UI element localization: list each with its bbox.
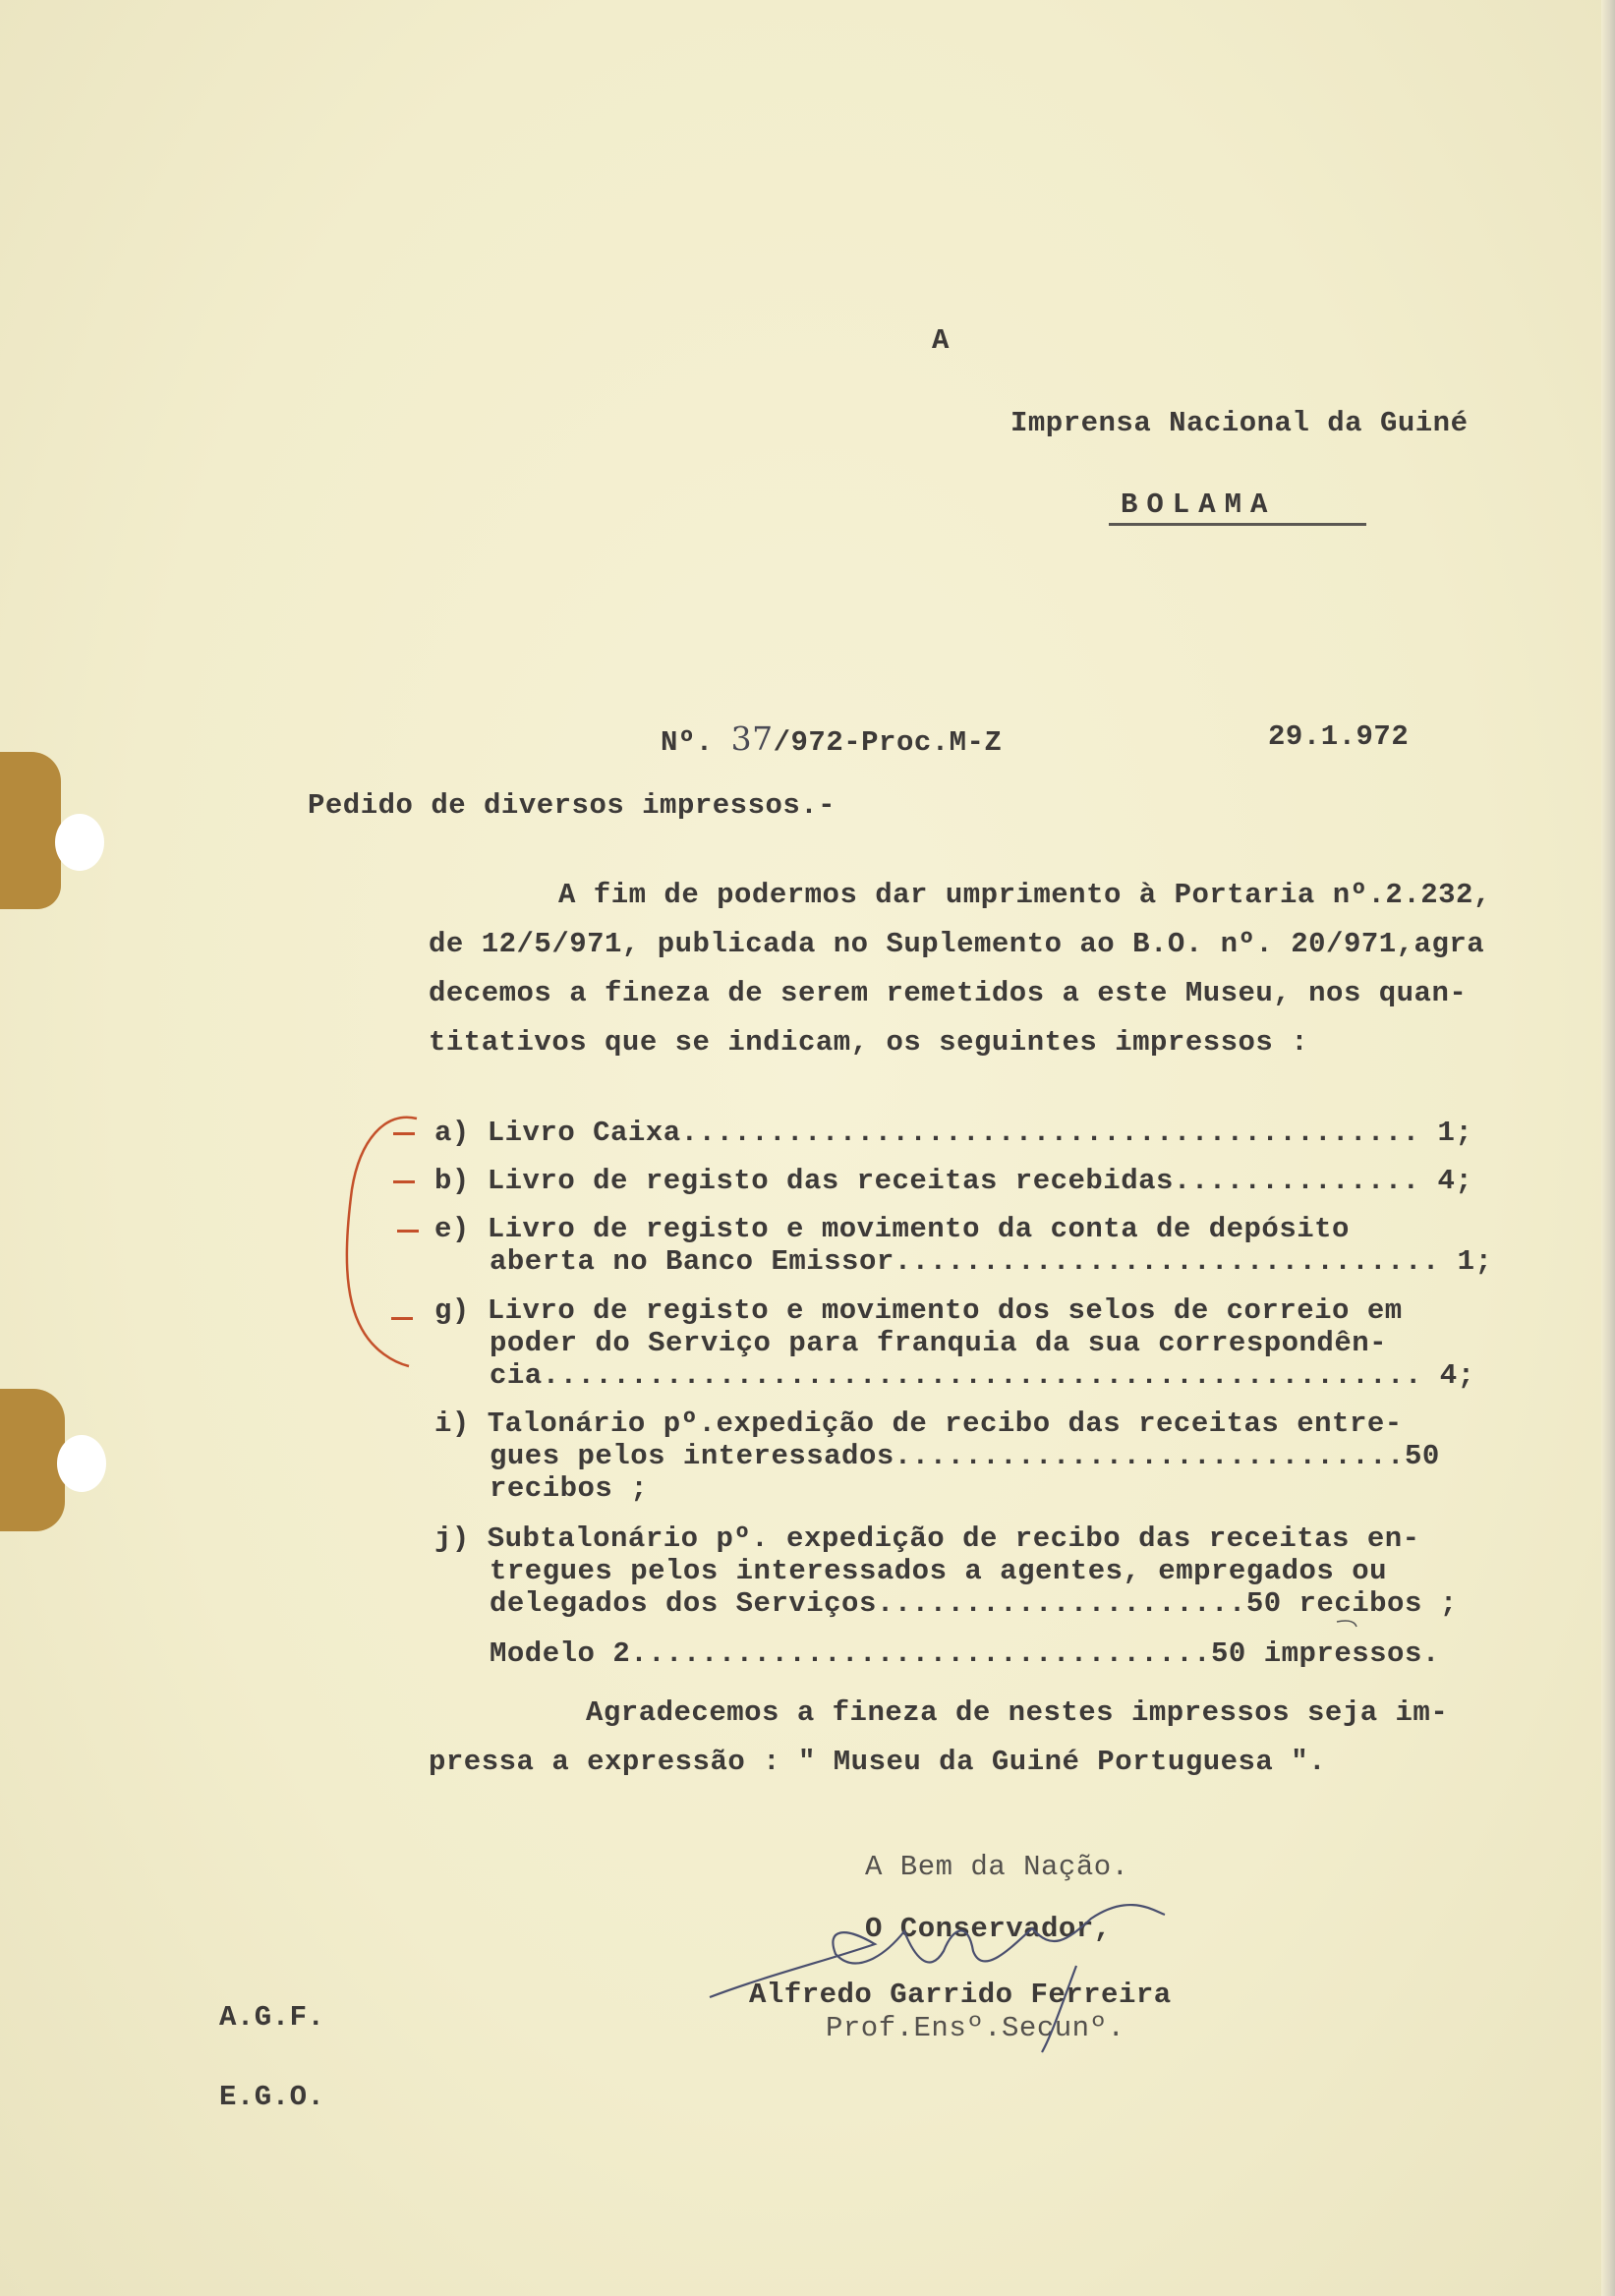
initials-typist: E.G.O.: [219, 2081, 325, 2113]
item-line: b) Livro de registo das receitas recebidas.............. 4;: [434, 1165, 1473, 1197]
red-pencil-bracket: [347, 1118, 417, 1366]
item-line: poder do Serviço para franquia da sua correspondên-: [490, 1327, 1388, 1359]
initials-author: A.G.F.: [219, 2001, 325, 2034]
item-line: Modelo 2.................................50 impressos.: [490, 1637, 1440, 1670]
reference-prefix: Nº.: [661, 726, 714, 759]
handwritten-mark-tick: [1337, 1621, 1356, 1627]
item-line: tregues pelos interessados a agentes, empregados ou: [490, 1555, 1388, 1587]
item-line: i) Talonário pº.expedição de recibo das receitas entre-: [434, 1407, 1403, 1440]
item-line: gues pelos interessados.............................50: [490, 1440, 1440, 1472]
body-line: decemos a fineza de serem remetidos a este Museu, nos quan-: [429, 977, 1468, 1009]
item-line: delegados dos Serviços.....................50 recibos ;: [490, 1587, 1458, 1620]
recipient-prefix: A: [932, 324, 950, 357]
reference-suffix: /972-Proc.M-Z: [773, 726, 1003, 759]
item-line: e) Livro de registo e movimento da conta de depósito: [434, 1213, 1350, 1245]
body-line: de 12/5/971, publicada no Suplemento ao B.O. nº. 20/971,agra: [429, 928, 1485, 960]
subject-line: Pedido de diversos impressos.-: [308, 789, 836, 822]
recipient-organization: Imprensa Nacional da Guiné: [1010, 407, 1469, 439]
body-line: A fim de podermos dar umprimento à Portaria nº.2.232,: [558, 879, 1491, 911]
recipient-city: BOLAMA: [1121, 488, 1277, 521]
thanks-line: Agradecemos a fineza de nestes impressos seja im-: [586, 1696, 1449, 1729]
handwritten-signature: [710, 1905, 1165, 2052]
item-line: recibos ;: [490, 1472, 649, 1505]
thanks-line: pressa a expressão : " Museu da Guiné Portuguesa ".: [429, 1746, 1327, 1778]
signer-role: O Conservador,: [865, 1913, 1112, 1945]
document-date: 29.1.972: [1268, 720, 1410, 753]
signer-name: Alfredo Garrido Ferreira: [749, 1979, 1172, 2011]
item-line: j) Subtalonário pº. expedição de recibo das receitas en-: [434, 1522, 1420, 1555]
item-line: aberta no Banco Emissor............................... 1;: [490, 1245, 1493, 1278]
body-line: titativos que se indicam, os seguintes impressos :: [429, 1026, 1309, 1059]
item-line: g) Livro de registo e movimento dos selos de correio em: [434, 1294, 1403, 1327]
item-line: cia.................................................. 4;: [490, 1359, 1475, 1392]
signer-title: Prof.Ensº.Secunº.: [826, 2012, 1125, 2044]
handwritten-number: 37: [730, 719, 774, 758]
closing-salutation: A Bem da Nação.: [865, 1851, 1129, 1883]
item-line: a) Livro Caixa.......................................... 1;: [434, 1117, 1473, 1149]
